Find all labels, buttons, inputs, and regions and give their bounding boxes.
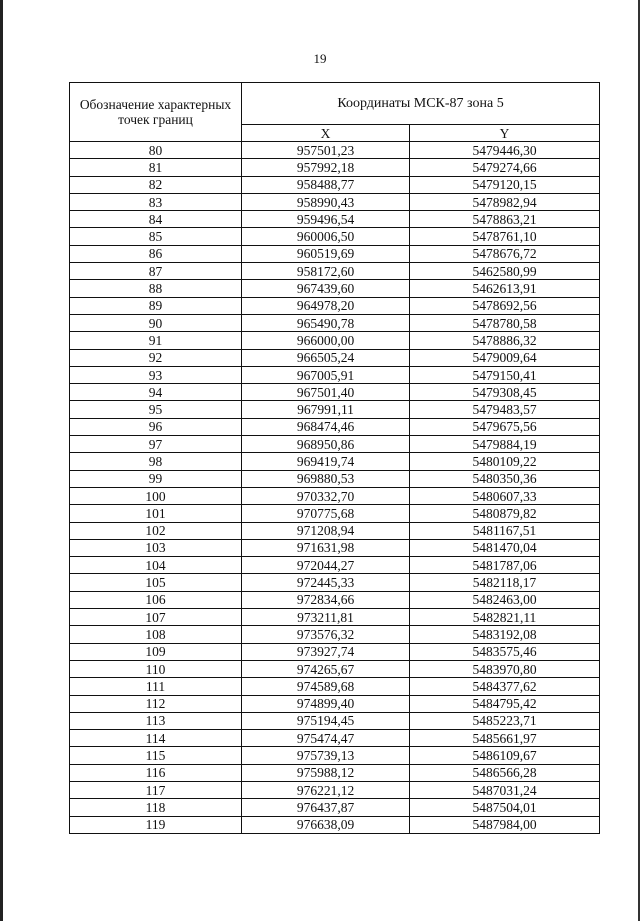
table-row (70, 453, 600, 470)
table-row (70, 730, 600, 747)
y-coordinate-cell: 5479483,57 (410, 401, 600, 418)
table-row (70, 332, 600, 349)
y-coordinate-cell: 5479120,15 (410, 176, 600, 193)
point-number-cell: 109 (70, 643, 242, 660)
table-row (70, 781, 600, 798)
y-coordinate-cell: 5486109,67 (410, 747, 600, 764)
table-row (70, 816, 600, 833)
table-row (70, 660, 600, 677)
point-number-cell: 118 (70, 799, 242, 816)
table-row (70, 366, 600, 383)
x-coordinate-cell: 967005,91 (242, 366, 410, 383)
table-row (70, 799, 600, 816)
table-row (70, 643, 600, 660)
table-row (70, 193, 600, 210)
point-number-cell: 115 (70, 747, 242, 764)
point-number-cell: 82 (70, 176, 242, 193)
x-coordinate-cell: 969419,74 (242, 453, 410, 470)
point-number-cell: 85 (70, 228, 242, 245)
x-coordinate-cell: 975474,47 (242, 730, 410, 747)
header-x: X (242, 125, 410, 142)
y-coordinate-cell: 5486566,28 (410, 764, 600, 781)
y-coordinate-cell: 5479274,66 (410, 159, 600, 176)
point-number-cell: 102 (70, 522, 242, 539)
point-number-cell: 92 (70, 349, 242, 366)
x-coordinate-cell: 970332,70 (242, 487, 410, 504)
point-number-cell: 100 (70, 487, 242, 504)
x-coordinate-cell: 971208,94 (242, 522, 410, 539)
y-coordinate-cell: 5478692,56 (410, 297, 600, 314)
point-number-cell: 105 (70, 574, 242, 591)
y-coordinate-cell: 5487984,00 (410, 816, 600, 833)
y-coordinate-cell: 5483192,08 (410, 626, 600, 643)
y-coordinate-cell: 5484377,62 (410, 678, 600, 695)
point-number-cell: 95 (70, 401, 242, 418)
x-coordinate-cell: 975988,12 (242, 764, 410, 781)
table-row (70, 349, 600, 366)
table-row (70, 211, 600, 228)
x-coordinate-cell: 976437,87 (242, 799, 410, 816)
table-row (70, 159, 600, 176)
x-coordinate-cell: 960006,50 (242, 228, 410, 245)
y-coordinate-cell: 5480350,36 (410, 470, 600, 487)
x-coordinate-cell: 973211,81 (242, 609, 410, 626)
point-number-cell: 91 (70, 332, 242, 349)
point-number-cell: 86 (70, 245, 242, 262)
x-coordinate-cell: 974265,67 (242, 660, 410, 677)
y-coordinate-cell: 5480109,22 (410, 453, 600, 470)
table-row (70, 557, 600, 574)
point-number-cell: 99 (70, 470, 242, 487)
point-number-cell: 103 (70, 539, 242, 556)
y-coordinate-cell: 5480607,33 (410, 487, 600, 504)
x-coordinate-cell: 959496,54 (242, 211, 410, 228)
y-coordinate-cell: 5482463,00 (410, 591, 600, 608)
y-coordinate-cell: 5479150,41 (410, 366, 600, 383)
table-row (70, 418, 600, 435)
point-number-cell: 106 (70, 591, 242, 608)
table-row (70, 297, 600, 314)
y-coordinate-cell: 5483970,80 (410, 660, 600, 677)
x-coordinate-cell: 960519,69 (242, 245, 410, 262)
x-coordinate-cell: 966000,00 (242, 332, 410, 349)
y-coordinate-cell: 5487031,24 (410, 781, 600, 798)
table-row (70, 314, 600, 331)
table-row (70, 678, 600, 695)
point-number-cell: 93 (70, 366, 242, 383)
x-coordinate-cell: 972044,27 (242, 557, 410, 574)
y-coordinate-cell: 5482118,17 (410, 574, 600, 591)
table-row (70, 747, 600, 764)
x-coordinate-cell: 967439,60 (242, 280, 410, 297)
table-row (70, 626, 600, 643)
point-number-cell: 88 (70, 280, 242, 297)
table-row (70, 591, 600, 608)
header-y: Y (410, 125, 600, 142)
x-coordinate-cell: 957992,18 (242, 159, 410, 176)
table-row (70, 539, 600, 556)
y-coordinate-cell: 5479675,56 (410, 418, 600, 435)
header-coordinates: Координаты МСК-87 зона 5 (242, 83, 600, 125)
x-coordinate-cell: 966505,24 (242, 349, 410, 366)
y-coordinate-cell: 5481167,51 (410, 522, 600, 539)
table-row (70, 712, 600, 729)
y-coordinate-cell: 5479884,19 (410, 436, 600, 453)
point-number-cell: 83 (70, 193, 242, 210)
point-number-cell: 96 (70, 418, 242, 435)
x-coordinate-cell: 968950,86 (242, 436, 410, 453)
x-coordinate-cell: 967501,40 (242, 384, 410, 401)
y-coordinate-cell: 5481787,06 (410, 557, 600, 574)
table-row (70, 609, 600, 626)
table-row (70, 436, 600, 453)
x-coordinate-cell: 976638,09 (242, 816, 410, 833)
y-coordinate-cell: 5462613,91 (410, 280, 600, 297)
point-number-cell: 80 (70, 142, 242, 159)
x-coordinate-cell: 972445,33 (242, 574, 410, 591)
y-coordinate-cell: 5478676,72 (410, 245, 600, 262)
point-number-cell: 81 (70, 159, 242, 176)
x-coordinate-cell: 975194,45 (242, 712, 410, 729)
table-row (70, 470, 600, 487)
scan-edge-left (0, 0, 3, 921)
x-coordinate-cell: 958990,43 (242, 193, 410, 210)
point-number-cell: 108 (70, 626, 242, 643)
y-coordinate-cell: 5485661,97 (410, 730, 600, 747)
table-row (70, 505, 600, 522)
point-number-cell: 89 (70, 297, 242, 314)
table-row (70, 384, 600, 401)
table-row (70, 228, 600, 245)
x-coordinate-cell: 974899,40 (242, 695, 410, 712)
point-number-cell: 111 (70, 678, 242, 695)
point-number-cell: 87 (70, 263, 242, 280)
point-number-cell: 104 (70, 557, 242, 574)
point-number-cell: 107 (70, 609, 242, 626)
x-coordinate-cell: 973576,32 (242, 626, 410, 643)
y-coordinate-cell: 5479446,30 (410, 142, 600, 159)
point-number-cell: 116 (70, 764, 242, 781)
x-coordinate-cell: 976221,12 (242, 781, 410, 798)
y-coordinate-cell: 5478886,32 (410, 332, 600, 349)
point-number-cell: 114 (70, 730, 242, 747)
header-point-designation: Обозначение характерных точек границ (70, 83, 242, 142)
point-number-cell: 110 (70, 660, 242, 677)
point-number-cell: 84 (70, 211, 242, 228)
table-row (70, 487, 600, 504)
y-coordinate-cell: 5478761,10 (410, 228, 600, 245)
x-coordinate-cell: 969880,53 (242, 470, 410, 487)
table-row (70, 263, 600, 280)
x-coordinate-cell: 971631,98 (242, 539, 410, 556)
table-row (70, 176, 600, 193)
table-body (70, 142, 600, 834)
y-coordinate-cell: 5487504,01 (410, 799, 600, 816)
x-coordinate-cell: 973927,74 (242, 643, 410, 660)
table-row (70, 522, 600, 539)
point-number-cell: 101 (70, 505, 242, 522)
x-coordinate-cell: 958172,60 (242, 263, 410, 280)
y-coordinate-cell: 5479308,45 (410, 384, 600, 401)
coordinates-table (69, 82, 600, 834)
y-coordinate-cell: 5478982,94 (410, 193, 600, 210)
y-coordinate-cell: 5479009,64 (410, 349, 600, 366)
x-coordinate-cell: 965490,78 (242, 314, 410, 331)
y-coordinate-cell: 5481470,04 (410, 539, 600, 556)
y-coordinate-cell: 5480879,82 (410, 505, 600, 522)
table-row (70, 764, 600, 781)
y-coordinate-cell: 5484795,42 (410, 695, 600, 712)
table-row (70, 142, 600, 159)
x-coordinate-cell: 967991,11 (242, 401, 410, 418)
point-number-cell: 112 (70, 695, 242, 712)
x-coordinate-cell: 958488,77 (242, 176, 410, 193)
point-number-cell: 98 (70, 453, 242, 470)
point-number-cell: 97 (70, 436, 242, 453)
table-row (70, 280, 600, 297)
x-coordinate-cell: 975739,13 (242, 747, 410, 764)
point-number-cell: 119 (70, 816, 242, 833)
page-number: 19 (313, 51, 327, 66)
table-row (70, 245, 600, 262)
table-row (70, 574, 600, 591)
x-coordinate-cell: 957501,23 (242, 142, 410, 159)
y-coordinate-cell: 5485223,71 (410, 712, 600, 729)
x-coordinate-cell: 972834,66 (242, 591, 410, 608)
table-row (70, 401, 600, 418)
x-coordinate-cell: 964978,20 (242, 297, 410, 314)
point-number-cell: 90 (70, 314, 242, 331)
point-number-cell: 113 (70, 712, 242, 729)
x-coordinate-cell: 970775,68 (242, 505, 410, 522)
y-coordinate-cell: 5482821,11 (410, 609, 600, 626)
y-coordinate-cell: 5478863,21 (410, 211, 600, 228)
y-coordinate-cell: 5483575,46 (410, 643, 600, 660)
x-coordinate-cell: 974589,68 (242, 678, 410, 695)
table-row (70, 695, 600, 712)
x-coordinate-cell: 968474,46 (242, 418, 410, 435)
point-number-cell: 94 (70, 384, 242, 401)
point-number-cell: 117 (70, 781, 242, 798)
y-coordinate-cell: 5478780,58 (410, 314, 600, 331)
y-coordinate-cell: 5462580,99 (410, 263, 600, 280)
